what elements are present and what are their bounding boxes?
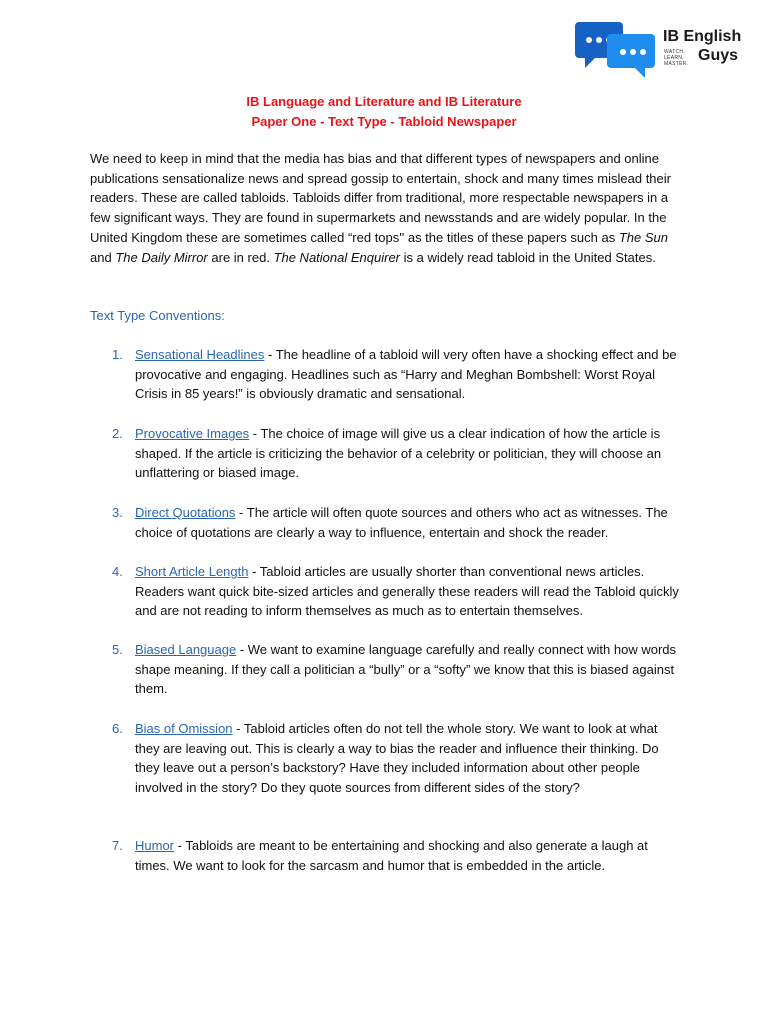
list-item-text: [135, 719, 680, 798]
list-item-text: [135, 503, 680, 542]
list-item-desc: - Tabloids are meant to be entertaining and shocking and also generate a laugh at times. We want to look for the sarcasm and humor that is embedded in the article.: [135, 838, 648, 873]
list-item-text: [135, 345, 680, 404]
humor-link[interactable]: Humor: [135, 838, 175, 853]
list-number: 5.: [112, 642, 123, 657]
intro-italic-the-sun: The Sun: [618, 229, 669, 245]
document-title-line-2: Paper One - Text Type - Tabloid Newspaper: [251, 114, 517, 129]
logo-tagline-learn: LEARN.: [664, 55, 684, 61]
ib-english-guys-logo: [575, 20, 745, 84]
intro-paragraph: [90, 149, 690, 267]
intro-italic-daily-mirror: The Daily Mirror: [115, 249, 208, 265]
logo-tagline: [664, 49, 696, 67]
list-item-text: [135, 640, 680, 699]
list-item-desc: - Tabloid articles are usually shorter than conventional news articles. Readers want quick bite-sized articles and generally these readers will read the Tabloid quickly and are not reading to inform themselves as much as to entertain themselves.: [135, 564, 679, 619]
short-article-length-link[interactable]: Short Article Length: [135, 564, 249, 579]
logo-title: IB English: [663, 28, 742, 45]
intro-text-2: and: [90, 249, 116, 265]
list-number: 6.: [112, 721, 123, 736]
list-item-desc: - We want to examine language carefully and really connect with how words shape meaning. If they call a politician a “bully” or a “softy” we know that this is biased against them.: [135, 642, 677, 697]
list-item-text: [135, 836, 680, 875]
intro-italic-national-enquirer: The National Enquirer: [273, 249, 401, 265]
sensational-headlines-link[interactable]: Sensational Headlines: [135, 347, 265, 362]
intro-text-4: is a widely read tabloid in the United States.: [400, 249, 656, 265]
list-item-desc: - The choice of image will give us a clear indication of how the article is shaped. If the article is criticizing the behavior of a celebrity or politician, they will choose an unflattering or biased image.: [135, 426, 662, 481]
section-heading: Text Type Conventions:: [90, 308, 225, 323]
intro-text-3: are in red.: [207, 249, 274, 265]
document-title-line-1: IB Language and Literature and IB Literature: [246, 94, 522, 109]
list-number: 1.: [112, 347, 123, 362]
list-number: 2.: [112, 426, 123, 441]
biased-language-link[interactable]: Biased Language: [135, 642, 237, 657]
list-number: 4.: [112, 564, 123, 579]
logo-tagline-master: MASTER.: [664, 61, 689, 67]
logo-tagline-watch: WATCH.: [664, 49, 685, 55]
logo-subtitle: Guys: [698, 47, 739, 64]
direct-quotations-link[interactable]: Direct Quotations: [135, 505, 236, 520]
chat-bubbles-icon: [575, 20, 659, 82]
bias-of-omission-link[interactable]: Bias of Omission: [135, 721, 233, 736]
list-item-desc: - The headline of a tabloid will very often have a shocking effect and be provocative and engaging. Headlines such as “Harry and Meghan Bombshell: Worst Royal Crisis in 85 years!” is obviously dramatic and sensational.: [135, 347, 677, 402]
intro-text-1: We need to keep in mind that the media has bias and that different types of newspapers and online publications sensationalize news and spread gossip to entertain, shock and many times mislead their readers. These are called tabloids. Tabloids differ from traditional, more respectable newspapers in a few significant ways. They are found in supermarkets and newsstands and are widely popular. In the United Kingdom these are sometimes called “red tops'' as the titles of these papers such as: [90, 151, 671, 245]
list-item-text: [135, 562, 680, 621]
provocative-images-link[interactable]: Provocative Images: [135, 426, 250, 441]
list-item-desc: - The article will often quote sources and others who act as witnesses. The choice of quotations are clearly a way to influence, entertain and shock the reader.: [135, 505, 668, 540]
list-item-desc: - Tabloid articles often do not tell the whole story. We want to look at what they are leaving out. This is clearly a way to bias the reader and influence their thinking. Do they leave out a person’s backstory? Have they included information about other people involved in the story? Do they quote sources from different sides of the story?: [135, 721, 659, 796]
list-item-text: [135, 424, 680, 483]
list-number: 7.: [112, 838, 123, 853]
list-number: 3.: [112, 505, 123, 520]
